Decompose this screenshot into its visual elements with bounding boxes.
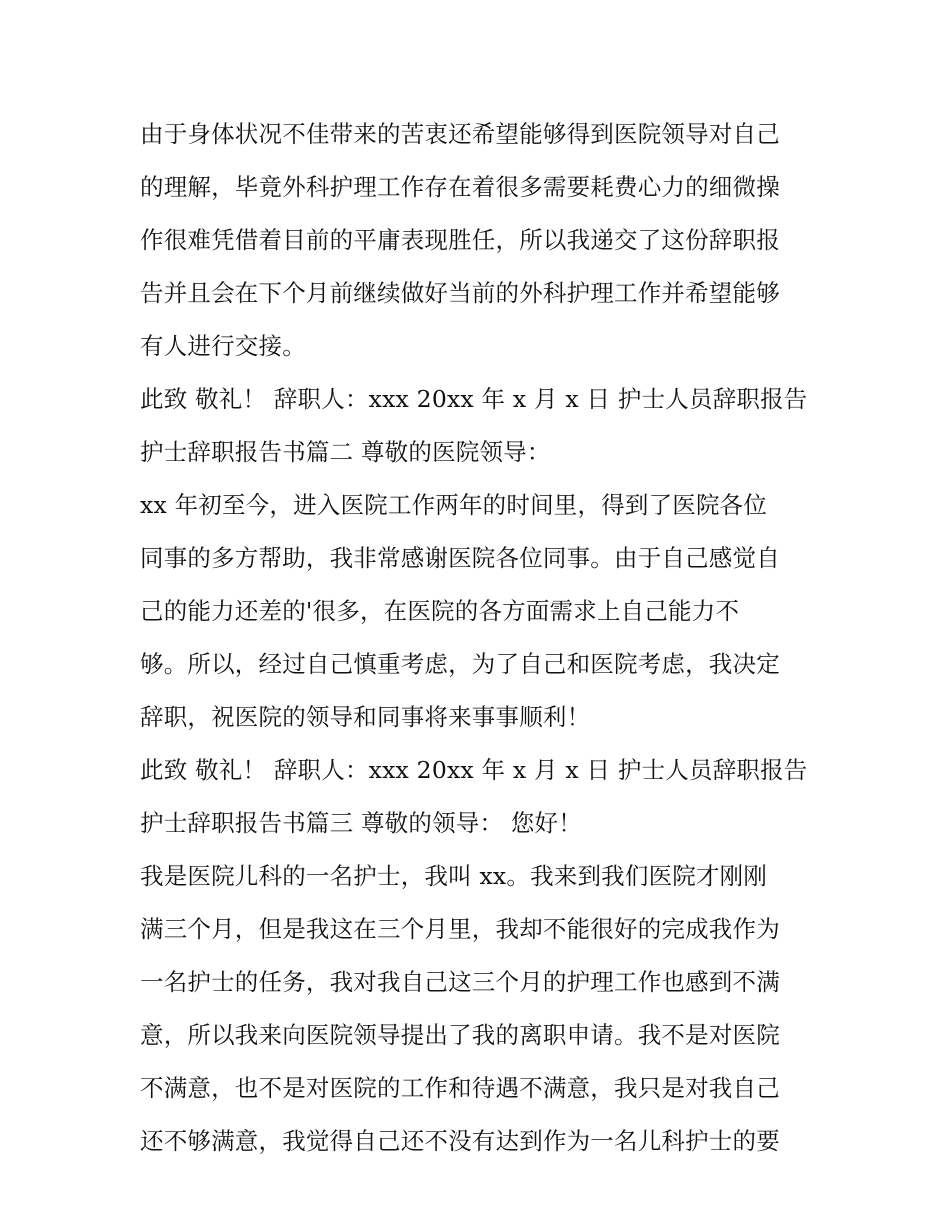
text-line: 一名护士的任务，我对我自己这三个月的护理工作也感到不满 [140, 968, 780, 996]
text-line: 由于身体状况不佳带来的苦衷还希望能够得到医院领导对自己 [140, 120, 780, 148]
section-heading: 护士辞职报告书篇二 尊敬的医院领导： [140, 438, 551, 466]
text-line: 有人进行交接。 [140, 332, 306, 360]
text-line: 辞职，祝医院的领导和同事将来事事顺利！ [140, 703, 591, 731]
text-line: 告并且会在下个月前继续做好当前的外科护理工作并希望能够 [140, 279, 780, 307]
text-line: 作很难凭借着目前的平庸表现胜任，所以我递交了这份辞职报 [140, 226, 780, 254]
text-line: 满三个月，但是我这在三个月里，我却不能很好的完成我作为 [140, 915, 780, 943]
text-line: 的理解，毕竟外科护理工作存在着很多需要耗费心力的细微操 [140, 173, 780, 201]
closing-line: 此致 敬礼！ 辞职人：xxx 20xx 年 x 月 x 日 护士人员辞职报告 [140, 385, 808, 413]
text-line: 够。所以，经过自己慎重考虑，为了自己和医院考虑，我决定 [140, 650, 780, 678]
closing-line: 此致 敬礼！ 辞职人：xxx 20xx 年 x 月 x 日 护士人员辞职报告 [140, 756, 808, 784]
text-line: xx 年初至今，进入医院工作两年的时间里，得到了医院各位 [140, 491, 768, 519]
text-line: 意，所以我来向医院领导提出了我的离职申请。我不是对医院 [140, 1021, 780, 1049]
text-line: 同事的多方帮助，我非常感谢医院各位同事。由于自己感觉自 [140, 544, 780, 572]
text-line: 还不够满意，我觉得自己还不没有达到作为一名儿科护士的要 [140, 1127, 780, 1155]
text-line: 不满意，也不是对医院的工作和待遇不满意，我只是对我自己 [140, 1074, 780, 1102]
text-line: 我是医院儿科的一名护士，我叫 xx。我来到我们医院才刚刚 [140, 862, 768, 890]
section-heading: 护士辞职报告书篇三 尊敬的领导： 您好！ [140, 809, 582, 837]
text-line: 己的能力还差的'很多，在医院的各方面需求上自己能力不 [140, 597, 740, 625]
document-body [140, 108, 820, 1168]
